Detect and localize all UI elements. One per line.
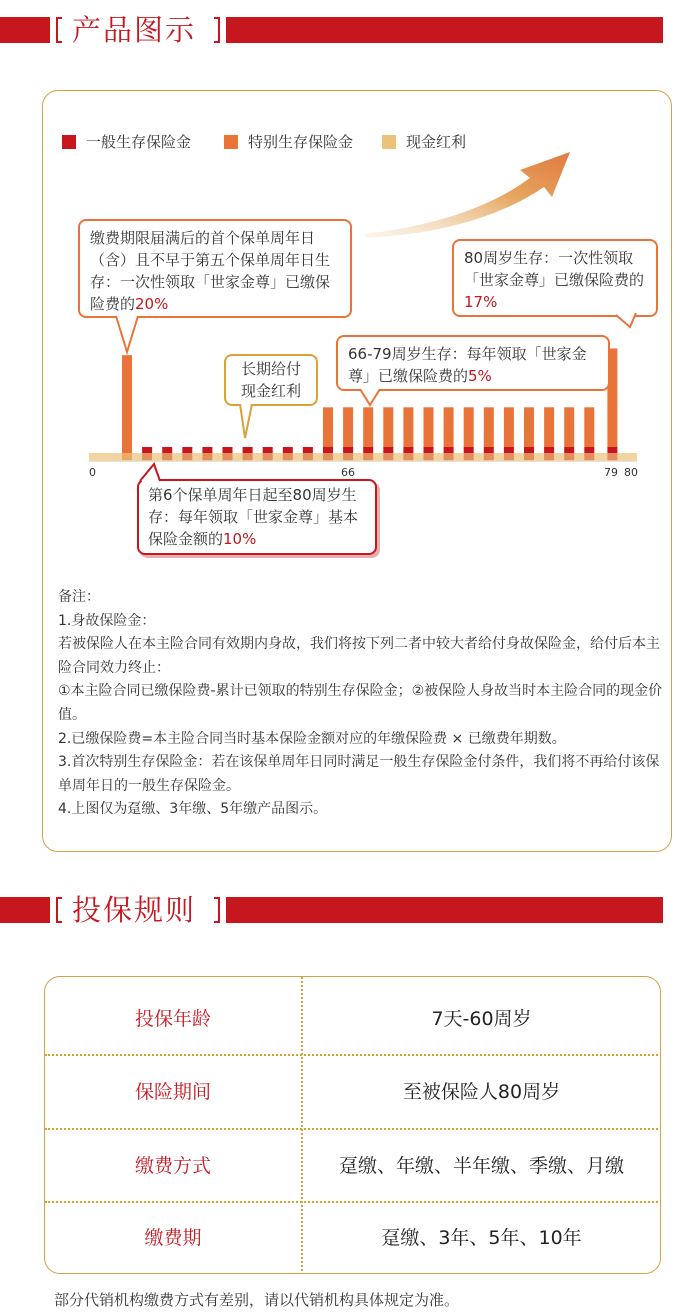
bar-special-1 xyxy=(122,355,132,461)
section-header-rules xyxy=(0,892,680,952)
header-bracket-left xyxy=(56,897,62,923)
rule-key-method: 缴费方式 xyxy=(134,1155,211,1177)
bar-special-11 xyxy=(323,407,333,447)
growth-arrow xyxy=(364,152,570,238)
section-title-product: 产品图示 xyxy=(72,13,197,47)
note-1-items: ①本主险合同已缴保险费-累计已领取的特别生存保险金；②被保险人身故当时本主险合同的现金价值。 xyxy=(58,683,663,723)
bar-special-23 xyxy=(564,407,574,447)
header-bar-left xyxy=(0,897,50,923)
callout-first-special xyxy=(78,219,352,318)
note-3: 3.首次特别生存保险金：若在该保单周年日同时满足一般生存保险金付条件，我们将不再给付该保单周年日的一般生存保险金。 xyxy=(58,754,660,794)
bar-special-15 xyxy=(403,407,413,447)
rule-value-term: 趸缴、3年、5年、10年 xyxy=(381,1227,582,1249)
bar-special-24 xyxy=(584,407,594,447)
column-divider xyxy=(301,977,303,1274)
legend-label-bonus: 现金红利 xyxy=(406,133,467,151)
note-4: 4.上图仅为趸缴、3年缴、5年缴产品图示。 xyxy=(58,801,328,818)
callout-annual-percent: 10% xyxy=(223,530,257,548)
table-row xyxy=(45,1129,661,1203)
header-bracket-right xyxy=(214,897,220,923)
x-tick-0: 0 xyxy=(89,466,96,479)
rule-key-age: 投保年龄 xyxy=(134,1008,211,1030)
callout-bonus xyxy=(224,354,318,406)
callout-first-text: 缴费期限届满后的首个保单周年日（含）且不早于第五个保单周年日生存：一次性领取「世家金尊」已缴保险费的 xyxy=(90,229,331,313)
note-1-body: 若被保险人在本主险合同有效期内身故，我们将按下列二者中较大者给付身故保险金，给付后本主险合同效力终止： xyxy=(58,636,660,676)
x-tick-80: 80 xyxy=(624,466,638,479)
note-1-title: 1.身故保险金： xyxy=(58,612,156,629)
callout-annual xyxy=(137,479,377,555)
legend-label-special: 特别生存保险金 xyxy=(248,133,354,151)
callout-eighty-text: 80周岁生存：一次性领取「世家金尊」已缴保险费的 xyxy=(464,249,645,289)
callout-range xyxy=(336,335,610,391)
table-row xyxy=(45,1055,661,1129)
bar-special-16 xyxy=(424,407,434,447)
rules-table xyxy=(44,976,661,1274)
bar-special-19 xyxy=(484,407,494,447)
section-title-rules: 投保规则 xyxy=(72,893,197,927)
footnote: 部分代销机构缴费方式有差别，请以代销机构具体规定为准。 xyxy=(54,1291,460,1309)
bonus-band xyxy=(89,453,637,461)
rule-value-age: 7天-60周岁 xyxy=(431,1008,532,1030)
bar-special-14 xyxy=(383,407,393,447)
callout-bonus-text: 长期给付现金红利 xyxy=(240,360,301,400)
callout-first-percent: 20% xyxy=(135,295,169,313)
bar-special-18 xyxy=(464,407,474,447)
table-row xyxy=(45,1201,661,1274)
bar-special-12 xyxy=(343,407,353,447)
callout-eighty xyxy=(452,239,658,317)
callout-range-percent: 5% xyxy=(468,367,492,385)
legend-label-general: 一般生存保险金 xyxy=(86,133,192,151)
callout-eighty-percent: 17% xyxy=(464,293,498,311)
callout-annual-text: 第6个保单周年日起至80周岁生存：每年领取「世家金尊」基本保险金额的 xyxy=(148,486,359,548)
bar-special-22 xyxy=(544,407,554,447)
bar-special-20 xyxy=(504,407,514,447)
rule-value-method: 趸缴、年缴、半年缴、季缴、月缴 xyxy=(338,1155,624,1177)
rule-value-period: 至被保险人80周岁 xyxy=(402,1081,561,1103)
notes-block xyxy=(58,586,664,822)
table-row xyxy=(45,982,661,1056)
bar-special-21 xyxy=(524,407,534,447)
rule-key-period: 保险期间 xyxy=(134,1081,211,1103)
rule-key-term: 缴费期 xyxy=(144,1227,202,1249)
notes-heading: 备注： xyxy=(58,589,100,605)
x-tick-66: 66 xyxy=(341,466,355,479)
header-bar-right xyxy=(226,897,663,923)
callout-range-text: 66-79周岁生存：每年领取「世家金尊」已缴保险费的 xyxy=(348,345,587,385)
bar-special-13 xyxy=(363,407,373,447)
note-2: 2.已缴保险费=本主险合同当时基本保险金额对应的年缴保险费 × 已缴费年期数。 xyxy=(58,730,566,747)
bar-special-17 xyxy=(444,407,454,447)
x-tick-79: 79 xyxy=(604,466,618,479)
